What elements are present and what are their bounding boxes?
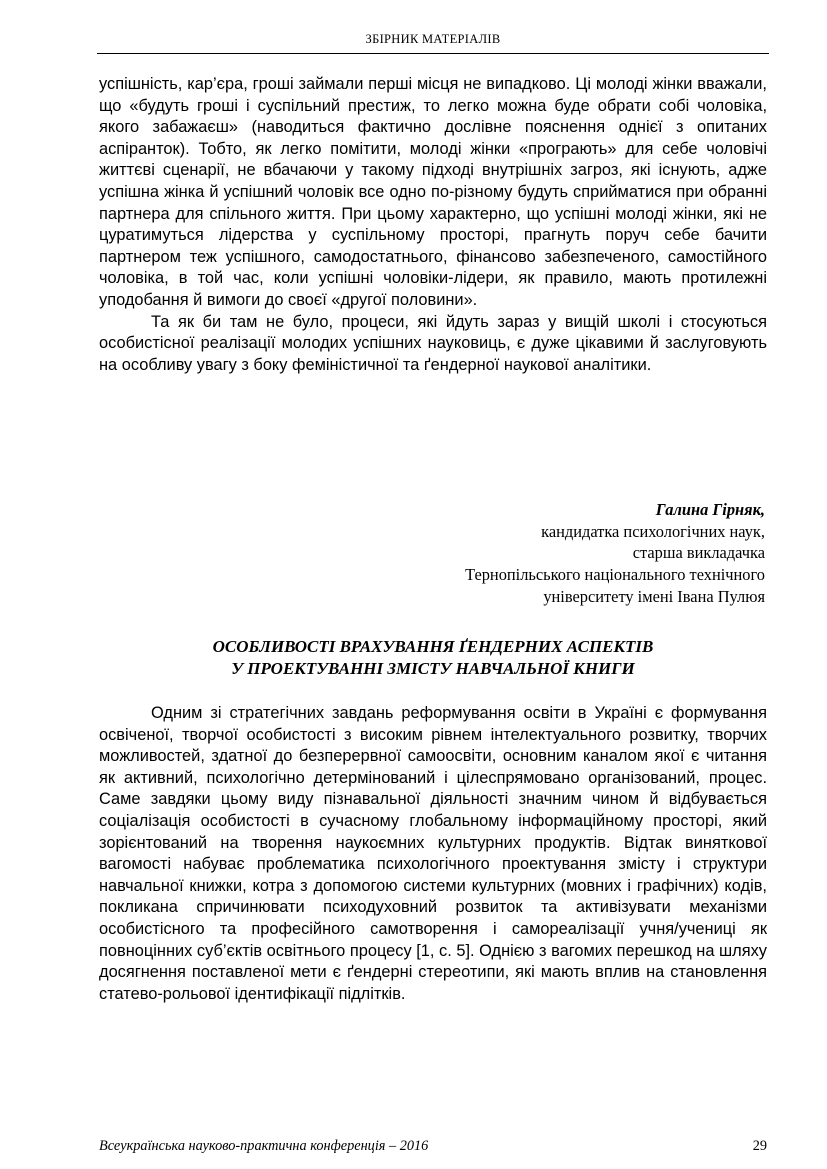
- article-title: [99, 636, 767, 680]
- page-number: 29: [752, 1138, 767, 1154]
- header-rule: [97, 53, 769, 54]
- paragraph: успішність, кар’єра, гроші займали перші місця не випадково. Ці молоді жінки вважали, що «будуть гроші і суспільний престиж, то легко можна буде обрати собі чоловіка, якого забажаєш» (наводиться фактично дослівне пояснення однієї з опитаних аспіранток). Тобто, як легко помітити, молоді жінки «програють» для себе чоловічі життєві сценарії, не вбачаючи у такому підході внутрішніх загроз, які існують, адже успішна жінка й успішний чоловік все одно по-різному будуть сприйматися при обранні партнера для спільного життя. При цьому характерно, що успішні молоді жінки, які не цуратимуться лідерства у суспільному просторі, прагнуть поруч себе бачити партнером теж успішного, самодостатнього, фінансово забезпеченого, самостійного чоловіка, в той час, коли успішні чоловіки-лідери, як правило, мають протилежні уподобання й вимоги до своєї «другої половини».: [99, 75, 767, 309]
- article-title-line: ОСОБЛИВОСТІ ВРАХУВАННЯ ҐЕНДЕРНИХ АСПЕКТІВ: [212, 637, 654, 656]
- previous-article-text: [99, 74, 767, 376]
- author-affiliation: Тернопільського національного технічного: [465, 565, 765, 585]
- paragraph: Та як би там не було, процеси, які йдуть зараз у вищій школі і стосуються особистісної реалізації молодих успішних науковиць, є дуже цікавими й заслуговують на особливу увагу з боку феміністичної та ґендерної наукової аналітики.: [99, 312, 767, 374]
- author-affiliation-cont: університету імені Івана Пулюя: [543, 586, 765, 606]
- running-header: ЗБІРНИК МАТЕРІАЛІВ: [365, 32, 501, 46]
- article-body: [99, 703, 767, 1005]
- author-block: [465, 499, 765, 608]
- author-degree: кандидатка психологічних наук,: [541, 521, 765, 541]
- author-position: старша викладачка: [632, 543, 765, 563]
- article-title-line: У ПРОЕКТУВАННІ ЗМІСТУ НАВЧАЛЬНОЇ КНИГИ: [231, 659, 635, 678]
- footer-conference: Всеукраїнська науково-практична конференція – 2016: [99, 1138, 429, 1154]
- author-name: Галина Гірняк,: [655, 500, 765, 519]
- paragraph: Одним зі стратегічних завдань реформування освіти в Україні є формування освіченої, творчої особистості з високим рівнем інтелектуального розвитку, творчих можливостей, здатної до безперервної самоосвіти, основним каналом якої є читання як активний, психологічно детермінований і цілеспрямовано організований, процес. Саме завдяки цьому виду пізнавальної діяльності значним чином й відбувається соціалізація особистості в сучасному глобальному інформаційному просторі, який зорієнтований на творення наукоємних культурних продуктів. Відтак виняткової вагомості набуває проблематика психологічного проектування змісту і структури навчальної книжки, котра з допомогою системи культурних (мовних і графічних) кодів, покликана спричинювати психодуховний розвиток та активізувати механізми особистісного та професійного самотворення і самореалізації учня/учениці як повноцінних суб’єктів освітнього процесу [1, с. 5]. Однією з вагомих перешкод на шляху досягнення поставленої мети є ґендерні стереотипи, які мають вплив на становлення статево-рольової ідентифікації підлітків.: [99, 704, 767, 1003]
